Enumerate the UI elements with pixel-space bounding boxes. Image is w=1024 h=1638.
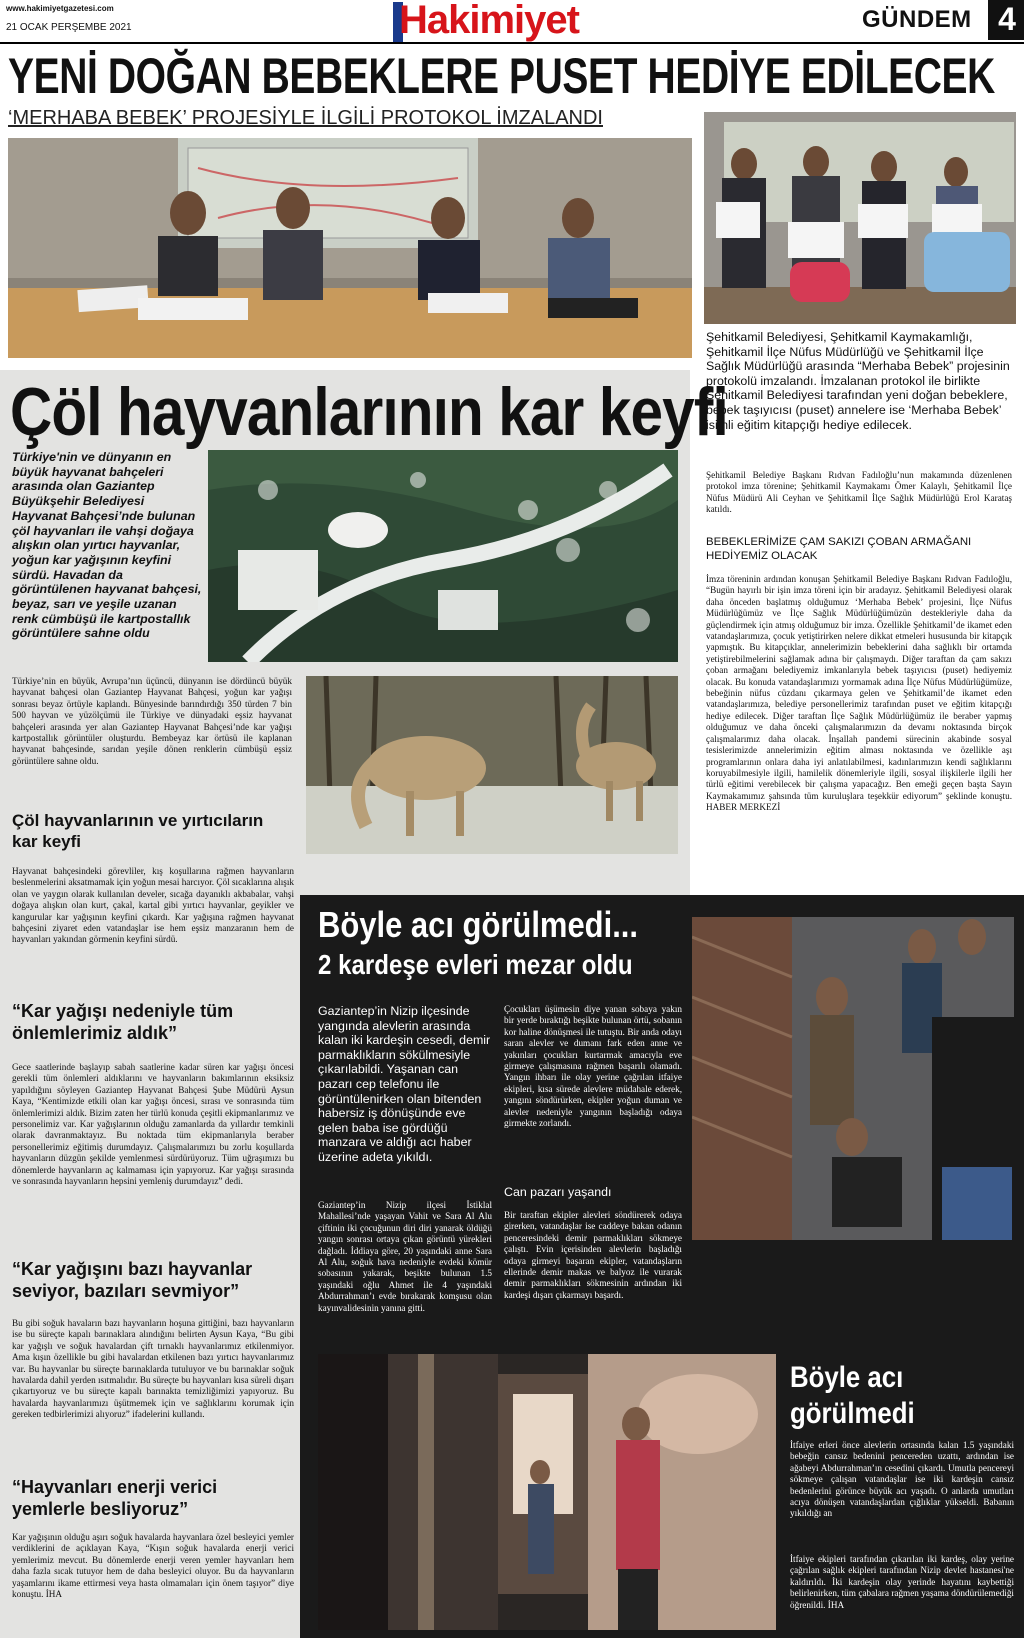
story3-para5: İtfaiye ekipleri tarafından çıkarılan iki kardeş, olay yerine çağrılan sağlık ekipleri tarafından Nizip devlet hastanesi'ne kaldırıldı. İki kardeşin olay yerinde hayatını kaybettiği belirlenirken, tüm çabalara rağmen yaşama döndürülemediği öğrenildi. İHA <box>790 1554 1014 1610</box>
story1-para2: İmza töreninin ardından konuşan Şehitkamil Belediye Başkanı Rıdvan Fadıloğlu, “Bugün hayırlı bir işin imza töreni için bir aradayız. Şehitkamil Belediyesi olarak daha önceden başlatmış olduğumuz ‘Merhaba Bebek’ projesini, İlçe Nüfus Müdürlüğümüz ve İlçe Sağlık Müdürlüğümüzün destekleriyle daha da güçlendirmek için atmış olduğumuz bir imza. Özellikle Şehitkamil’de ikamet eden vatandaşlarımıza, çocuk yetiştirirken nelere dikkat etmeleri hususunda bir kitapçık yapmıştık. Bu kitapçıklar, annelerimizin bebeklerini daha sağlıklı bir ortamda yetiştirebilmelerini sağlamak adına bir çalışmaydı. Diğer taraftan da çam sakızı çoban armağanı belediyemiz imkanlarıyla bebek taşıyıcısı (puset) hediyemiz olacak. Bu konuda vatandaşlarımızı yormamak adına İlçe Nüfus Müdürlüğümüze, bebeğinin nüfus cüzdanı çıkarmaya gelen ve Şehitkamil’de ikamet eden vatandaşlarımıza, belediye personellerimiz tarafından puset ve eğitim kitapçığı hediye edilecek. Diğer taraftan İlçe Sağlık Müdürlüğümüz ile beraber yapmış olduğumuz ve daha önceki çalışmalarımızın da devamı noktasında birçok çalışmalarımız daha olacak. İnşallah pandemi sürecinin akabinde sosyal tesislerimizde annelerimizin eğitim alması noktasında ve özellikle aşı programlarının onlara daha iyi anlatılabilmesi, kadınlarımızın kendi sağlıklarını koruyabilmesiyle ilgili, hamilelik dönemleriyle ilgili, sosyal ilişkilerle ilgili her türlü eğitimi verebilecek bir çalışma yapacağız. Ben emeği geçen başta Sayın Kaymakamımız şahsında tüm kuruluşlara teşekkür ediyorum” şeklinde konuştu. HABER MERKEZİ <box>706 574 1012 813</box>
protocol-photo-image <box>704 112 1016 324</box>
story2-para1: Türkiye’nin en büyük, Avrupa’nın üçüncü, dünyanın ise dördüncü büyük hayvanat bahçesi olan Gaziantep Hayvanat Bahçesi, yoğun kar yağışı sonrası beyaz örtüyle kaplandı. Bünyesinde barındırdığı 350 türden 7 bin 500 hayvan ve yüzölçümü ile Türkiye ve dünyadaki eşsiz hayvanat bahçeleri arasında yer alan Gaziantep Hayvanat Bahçesi’nde kar yağışı kartpostallık görüntüler oluşturdu. Bembeyaz kar örtüsü ile kaplanan hayvanat bahçesinde, sarıdan yeşile dönen renklerin cümbüşü eşsiz görüntülere sahne oldu. <box>12 676 292 766</box>
story3-para3: Bir taraftan ekipler alevleri söndürerek odaya girerken, vatandaşlar ise caddeye bakan odanın penceresindeki demir parmaklıkları sökmeye çalıştı. Evin içerisinden alevlerin başladığı odaya girmeyi başaran ekipler, vatandaşların ellerinde demir makas ve balyoz ile vurarak demir parmaklıkları sökmesinin ardından iki kardeşi dışarı çıkarmayı başardı. <box>504 1210 682 1300</box>
burned-room-photo-image <box>318 1354 776 1630</box>
story1-crosshead: BEBEKLERİMİZE ÇAM SAKIZI ÇOBAN ARMAĞANI HEDİYEMİZ OLACAK <box>706 536 972 562</box>
section-label: GÜNDEM <box>862 6 972 33</box>
story2-para3: Gece saatlerinde başlayıp sabah saatlerine kadar süren kar yağışı öncesi gerekli tüm önlemleri aldıklarını ve hayvanların bakımlarının eksiksiz yapıldığını söyleyen Gaziantep Hayvanat Bahçesi Şube Müdürü Aysun Kaya, “Kentimizde etkili olan kar yağışı öncesi, sırası ve sonrasında tüm önlemlerimizi aldık. Bizim zaten her türlü konuda çeşitli ekipmanlarımız ve personelimiz var. Kar yağışlarının olduğu zamanlarda da yıllardır temkinli olarak davranmaktayız. Bu noktada tüm ekipmanlarıyla beraber personellerimiz eğitimiş durumdayız. Çalışmalarımızı bu zorlu koşullarda hayvanların düzgün şekilde yemlenmesi sürdürüyoruz. Tüm uğraşımızı bu dönemlerde hayvanların aç kalmaması için yapıyoruz. Kar yağışı sırasında ve sonrasında hayvanların hepsini yemleniş durumdayız” dedi. <box>12 1062 294 1187</box>
camels-photo-image <box>306 676 678 854</box>
fire-scene-photo-image <box>692 917 1014 1240</box>
story2-para2: Hayvanat bahçesindeki görevliler, kış koşullarına rağmen hayvanların beslenmelerini aksatmamak için yoğun mesai harcıyor. Çöl sıcaklarına alışık olan ve yaygın olarak kullanılan develer, sıcağa dayanıklı akbabalar, vahşi doğaya alışkın olan kurt, çakal, kartal gibi yırtıcı hayvanlar, geyikler ve kangurular kar yağışının keyfini çıkardı. Kar yağışına rağmen hayvanat bahçesini ziyaret eden vatandaşlar ise hem eşsiz manzaranın hem de hayvanları yakından görmenin keyfini sürdü. <box>12 866 294 945</box>
camels-photo <box>306 676 678 854</box>
fire-scene-photo <box>692 917 1014 1240</box>
story3-lead: Gaziantep’in Nizip ilçesinde yangında alevlerin arasında kalan iki kardeşin cesedi, demir parmaklıkların sökülmesiyle çıkarılabildi. Yaşanan can pazarı cep telefonu ile görüntülenirken olan bitenden habersiz iş dönüşünde eve gelen baba ise gördüğü manzara ve aldığı acı haber üzerine adeta yıkıldı. <box>318 1004 491 1164</box>
headline-story2: Çöl hayvanlarının kar keyfi <box>10 374 728 450</box>
story2-subhead3: “Kar yağışını bazı hayvanlar seviyor, bazıları sevmiyor” <box>12 1259 253 1301</box>
story2-subhead1: Çöl hayvanlarının ve yırtıcıların kar keyfi <box>12 811 264 851</box>
masthead-rule <box>0 42 1024 44</box>
headline-story3-line2: 2 kardeşe evleri mezar oldu <box>318 949 633 980</box>
headline-story3-line1: Böyle acı görülmedi... <box>318 904 639 945</box>
story3-para2: Çocukları üşümesin diye yanan sobaya yakın bir yerde bıraktığı beşikte bulunan örtü, sobanın kor haline dönüşmesi ile tutuştu. Bir anda odayı saran alevler ve dumanı fark eden anne ve yakınları çocukları kurtarmak amacıyla eve girmeye çalışmasına rağmen başarılı olamadı. Yangın ihbarı ile olay yerine çağrılan itfaiye ekipleri, kısa sürede alevlere müdahale ederek, yangını söndürürken, ekipler yoğun duman ve alevler nedeniyle yangının başladığı odaya girmekte zorlandı. <box>504 1004 682 1129</box>
site-url[interactable]: www.hakimiyetgazetesi.com <box>6 4 114 13</box>
story2-para4: Bu gibi soğuk havaların bazı hayvanların hoşuna gittiğini, bazı hayvanların ise bu süreçte kapalı barınaklara alındığını belirten Aysun Kaya, “Bu gibi kar yağışlı ve soğuk havalardan çift tırnaklı hayvanlarımız etkilenmiyor. Ama kışın özellikle bu gibi havalardan etkilenen bazı yırtıcı hayvanlarımız var. Bu hayvanlar bu süreçte barınaklarda tutuluyor ve bu barınaklar soğuk havalarda dahil yerden ısıtmalıdır. Bu süreçte bu hayvanları kısa süreli dışarı çıkartıyoruz ve bu süreçte kapalı barınakta temizliğimizi yapıyoruz. Bu havalarda hayvanlarımızı üşütmemek için ve sağlıklarını korumak için gereken tedbirlerimizi alıyoruz” ifadelerini kullandı. <box>12 1318 294 1420</box>
signing-photo <box>8 138 692 358</box>
story2-lead: Türkiye'nin ve dünyanın en büyük hayvanat bahçeleri arasında olan Gaziantep Büyükşehir Belediyesi Hayvanat Bahçesi’nde bulunan çöl hayvanları ile vahşi doğaya alışkın olan yırtıcı hayvanlar, yoğun kar yağışının keyfini sürdü. Havadan da görüntülenen hayvanat bahçesi, beyaz, sarı ve yeşile uzanan renk cümbüşü ile kartpostallık görüntülere sahne oldu <box>12 450 202 641</box>
zoo-aerial-photo-image <box>208 450 678 662</box>
headline-story1: YENİ DOĞAN BEBEKLERE PUSET HEDİYE EDİLECEK <box>8 48 995 104</box>
signing-photo-image <box>8 138 692 358</box>
masthead-logo <box>393 0 615 44</box>
story3-subhead1: Can pazarı yaşandı <box>504 1185 612 1199</box>
zoo-aerial-photo <box>208 450 678 662</box>
story3-para4: İtfaiye erleri önce alevlerin ortasında kalan 1.5 yaşındaki bebeğin cansız bedenini pencereden uzattı, ardından ise ağabeyi Abdurrahman’ın cesedini çıkardı. Umutla pencereyi sökmeye çalışan vatandaşlar ise iki kardeşin cansız bedenlerini görünce büyük acı yaşadı. O anlarda umutları acıya dönüşen vatandaşlardan çığlıklar yükseldi. Babanın yıkıldığı an <box>790 1440 1014 1519</box>
story3-subhead2: Böyle acı görülmedi <box>790 1361 915 1430</box>
story2-subhead2: “Kar yağışı nedeniyle tüm önlemlerimiz aldık” <box>12 1001 234 1043</box>
story2-subhead4: “Hayvanları enerji verici yemlerle besliyoruz” <box>12 1477 218 1519</box>
protocol-photo <box>704 112 1016 324</box>
story1-para1: Şehitkamil Belediye Başkanı Rıdvan Fadıloğlu’nun makamında düzenlenen protokol imza törenine; Şehitkamil Kaymakamı Ömer Kalaylı, Şehitkamil İlçe Nüfus Müdürü Ali Ceyhan ve Şehitkamil İlçe Sağlık Müdürlüğü Erol Karataş katıldı. <box>706 470 1012 515</box>
page-number: 4 <box>998 1 1016 37</box>
logo-text: Hakimiyet <box>399 0 579 42</box>
story2-para5: Kar yağışının olduğu aşırı soğuk havalarda hayvanlara özel besleyici yemler verdiklerini de açıklayan Kaya, “Kışın soğuk havalarda enerji verici yemlerimiz mevcut. Bu dönemlerde enerji veren yemler hayvanları hem daha fazla sıcak tutuyor hem de daha besleyici oluyor. Bu da hayvanların yaşamlarını ikame ettirmesi veya hasta olmamaları için önem taşıyor” diye konuştu. İHA <box>12 1532 294 1600</box>
story3-para1: Gaziantep’in Nizip ilçesi İstiklal Mahallesi’nde yaşayan Vahit ve Sara Al Alu çiftinin iki çocuğunun diri diri yanarak öldüğü yangın sonrası ortaya çıkan görüntü yürekleri dağladı. İddiaya göre, 20 yaşındaki anne Sara Al Alu, soğuk hava nedeniyle evdeki kömür sobasının yakarak, beşikte bulunan 1.5 yaşındaki oğlu Ahmet ile 4 yaşındaki Abdurrahman’ı evde bırakarak komşusu olan kayınvalidesinin yanına gitti. <box>318 1200 492 1313</box>
burned-room-photo <box>318 1354 776 1630</box>
issue-date: 21 OCAK PERŞEMBE 2021 <box>6 22 132 33</box>
story1-lead: Şehitkamil Belediyesi, Şehitkamil Kaymakamlığı, Şehitkamil İlçe Nüfus Müdürlüğü ve Şehitkamil İlçe Sağlık Müdürlüğü arasında “Merhaba Bebek” projesinin protokolü imzalandı. İmzalanan protokol ile birlikte Şehitkamil Belediyesi tarafından yeni doğan bebeklere, bebek taşıyıcısı (puset) annelere ise ‘Merhaba Bebek’ isimli eğitim kitapçığı hediye edilecek. <box>706 330 1010 432</box>
subhead-story1: ‘MERHABA BEBEK’ PROJESİYLE İLGİLİ PROTOKOL İMZALANDI <box>8 107 603 129</box>
